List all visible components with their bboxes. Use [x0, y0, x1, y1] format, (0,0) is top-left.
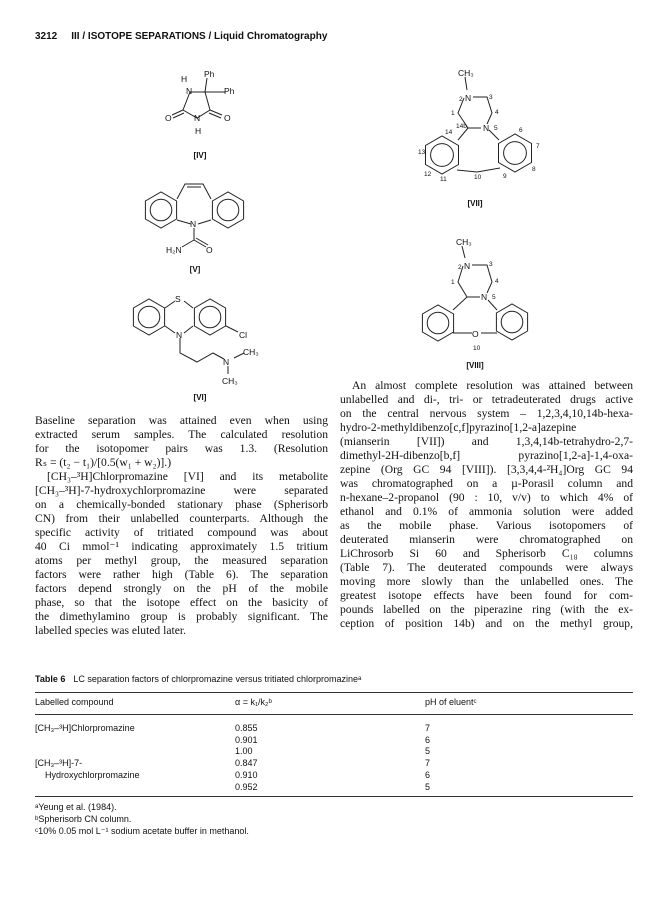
svg-text:3: 3: [489, 261, 493, 268]
svg-text:S: S: [175, 294, 181, 304]
svg-text:Cl: Cl: [239, 330, 248, 340]
text-line: ception of position 14b) and on the methyl group,: [340, 617, 633, 630]
text-line: as the mobile phase. Various isotopomers of: [340, 519, 633, 532]
text-line: hydro-2-methyldibenzo[c,f]pyrazino[1,2-a]azepine: [340, 421, 577, 434]
svg-text:14b: 14b: [456, 123, 467, 130]
structure-label-iv: [IV]: [193, 151, 207, 160]
col-header-alpha: α = k₁/k₂ᵇ: [235, 697, 272, 707]
aromatic-circle: [504, 142, 527, 165]
svg-text:1: 1: [451, 279, 455, 286]
text-line: was chromatographed on a µ-Porasil column and: [340, 477, 633, 490]
text-line: (Table 7). The deuterated compounds were always: [340, 561, 633, 574]
aromatic-circle: [501, 311, 523, 333]
structure-vi: [165, 294, 259, 402]
text-line: pounds labelled on the piperazine ring (with the ex-: [340, 603, 633, 616]
text-line: zepine (Org GC 94 [VIII]). [3,3,4,4-²H₄]Org GC 94: [340, 463, 633, 476]
text-line: ethanol and 0.1% of ammonia solution were added: [340, 505, 633, 518]
table-caption: [35, 674, 361, 684]
svg-text:Ph: Ph: [204, 69, 215, 79]
svg-text:8: 8: [532, 166, 536, 173]
text-line: atoms per methyl group, the measured separation: [35, 554, 328, 567]
cell-ph: 7: [425, 723, 431, 733]
text-line: the dimethylamino group is probably significant. The: [35, 610, 328, 623]
text-line: for the isotopomer pairs was 1.3. (Resolution: [35, 442, 328, 455]
text-line: (mianserin [VII]) and 1,3,4,14b-tetrahydro-2,7-: [340, 435, 633, 448]
svg-text:CH₃: CH₃: [243, 347, 259, 357]
structure-v: [166, 184, 213, 274]
svg-text:CH₃: CH₃: [222, 376, 238, 386]
structure-label-vii: [VII]: [467, 199, 483, 208]
svg-text:O: O: [206, 245, 213, 255]
left-column-text: [35, 414, 328, 638]
text-line: An almost complete resolution was attained between: [352, 379, 633, 392]
cell-ph: 6: [425, 769, 431, 780]
text-line: on the central nervous system – 1,2,3,4,10,14b-hexa-: [340, 407, 633, 420]
text-line: LiChrosorb Si 60 and Spherisorb C₁₈ columns: [340, 547, 633, 560]
cell-compound: [CH₃–³H]Chlorpromazine: [35, 723, 135, 733]
table-footnote: ᵇSpherisorb CN column.: [35, 814, 132, 824]
svg-text:N: N: [464, 261, 471, 271]
cell-ph: 5: [425, 746, 431, 757]
svg-text:N: N: [194, 113, 201, 123]
col-header-ph: pH of eluentᶜ: [425, 697, 477, 707]
text-line: Rₛ = (t₂ − t₁)/[0.5(w₁ + w₂)].): [35, 456, 172, 469]
text-line: factors depend strongly on the pH of the mobile: [35, 582, 328, 595]
cell-alpha: 0.910: [235, 769, 258, 780]
text-line: specific activity of tritiated compound was about: [35, 526, 328, 539]
svg-text:9: 9: [503, 173, 507, 180]
svg-text:H₂N: H₂N: [166, 245, 182, 255]
aromatic-circle: [431, 144, 454, 167]
svg-text:11: 11: [440, 176, 447, 183]
cell-alpha: 0.901: [235, 734, 258, 745]
cell-alpha: 0.847: [235, 758, 258, 769]
cell-ph: 5: [425, 781, 431, 792]
svg-text:13: 13: [418, 149, 426, 156]
aromatic-circle: [138, 306, 160, 328]
svg-text:5: 5: [492, 294, 496, 301]
structure-label-v: [V]: [189, 265, 201, 274]
svg-text:7: 7: [536, 143, 540, 150]
svg-text:2: 2: [458, 264, 462, 271]
right-column-text: [340, 379, 633, 631]
structure-iv: [165, 69, 235, 160]
svg-text:5: 5: [494, 125, 498, 132]
svg-text:CH₃: CH₃: [458, 68, 474, 78]
svg-text:4: 4: [495, 278, 499, 285]
text-line: CN) from their unlabelled counterparts. Although the: [35, 512, 328, 525]
svg-text:6: 6: [519, 127, 523, 134]
text-line: extracted serum samples. The calculated resolution: [35, 428, 328, 441]
svg-text:H: H: [195, 126, 202, 136]
text-line: n-hexane–2-propanol (90 : 10, v/v) to which 4% of: [340, 491, 633, 504]
svg-text:Ph: Ph: [224, 86, 235, 96]
text-line: greatest isotope effects have been found for com-: [340, 589, 633, 602]
text-line: on a chemically-bonded stationary phase (Spherisorb: [35, 498, 328, 511]
text-line: [CH₃–³H]-7-hydroxychlorpromazine were separated: [35, 484, 328, 497]
svg-text:N: N: [190, 219, 197, 229]
svg-text:H: H: [181, 74, 188, 84]
cell-alpha: 1.00: [235, 746, 253, 757]
col-header-compound: Labelled compound: [35, 697, 114, 707]
structure-label-vi: [VI]: [193, 393, 207, 402]
svg-text:N: N: [223, 357, 230, 367]
text-line: labelled species was eluted later.: [35, 624, 186, 637]
svg-text:N: N: [481, 292, 488, 302]
svg-text:N: N: [465, 93, 472, 103]
text-line: Baseline separation was attained even when using: [35, 414, 328, 427]
text-line: factors were rather high (Table 6). The separation: [35, 568, 328, 581]
structure-viii: [451, 237, 499, 370]
cell-compound: [CH₃–³H]-7-: [35, 758, 83, 769]
svg-text:14: 14: [445, 129, 453, 136]
section-title: III / ISOTOPE SEPARATIONS / Liquid Chromatography: [71, 31, 328, 42]
svg-text:N: N: [176, 330, 183, 340]
text-line: deuterated mianserin were chromatographed on: [340, 533, 633, 546]
svg-text:2: 2: [459, 96, 463, 103]
text-line: unlabelled and di-, tri- or tetradeuterated drugs active: [340, 393, 633, 406]
svg-text:N: N: [483, 123, 490, 133]
svg-text:O: O: [472, 329, 479, 339]
svg-text:O: O: [224, 113, 231, 123]
cell-ph: 6: [425, 734, 431, 745]
cell-compound: Hydroxychlorpromazine: [45, 769, 140, 780]
table-footnote: ᶜ10% 0.05 mol L⁻¹ sodium acetate buffer in methanol.: [35, 826, 249, 836]
svg-text:CH₃: CH₃: [456, 237, 472, 247]
cell-alpha: 0.952: [235, 781, 258, 792]
cell-ph: 7: [425, 758, 431, 769]
page-number: 3212: [35, 31, 58, 42]
text-line: 40 Ci mmol⁻¹ indicating approximately 1.5 tritium: [35, 540, 328, 553]
aromatic-circle: [427, 312, 449, 334]
cell-alpha: 0.855: [235, 723, 258, 733]
aromatic-circle: [199, 306, 221, 328]
table-label: Table 6: [35, 674, 66, 684]
svg-text:10: 10: [473, 345, 481, 352]
svg-text:3: 3: [489, 94, 493, 101]
text-line: moving more slowly than the unlabelled ones. The: [340, 575, 633, 588]
table-footnote: ᵃYeung et al. (1984).: [35, 802, 117, 812]
svg-text:N: N: [186, 86, 193, 96]
svg-text:10: 10: [474, 174, 482, 181]
text-line: [CH₃–³H]Chlorpromazine [VI] and its metabolite: [47, 470, 328, 483]
chemical-structures: [0, 0, 668, 420]
svg-text:4: 4: [495, 109, 499, 116]
aromatic-circle: [217, 199, 239, 221]
text-line: dimethyl-2H-dibenzo[b,f] pyrazino[1,2-a]-1,4-oxa-: [340, 449, 633, 462]
aromatic-circle: [150, 199, 172, 221]
structure-label-viii: [VIII]: [466, 361, 484, 370]
svg-text:12: 12: [424, 171, 432, 178]
text-line: phase, so that the isotope effect on the basicity of: [35, 596, 328, 609]
svg-text:1: 1: [451, 110, 455, 117]
svg-text:O: O: [165, 113, 172, 123]
table-caption-text: LC separation factors of chlorpromazine versus tritiated chlorpromazineᵃ: [73, 674, 362, 684]
